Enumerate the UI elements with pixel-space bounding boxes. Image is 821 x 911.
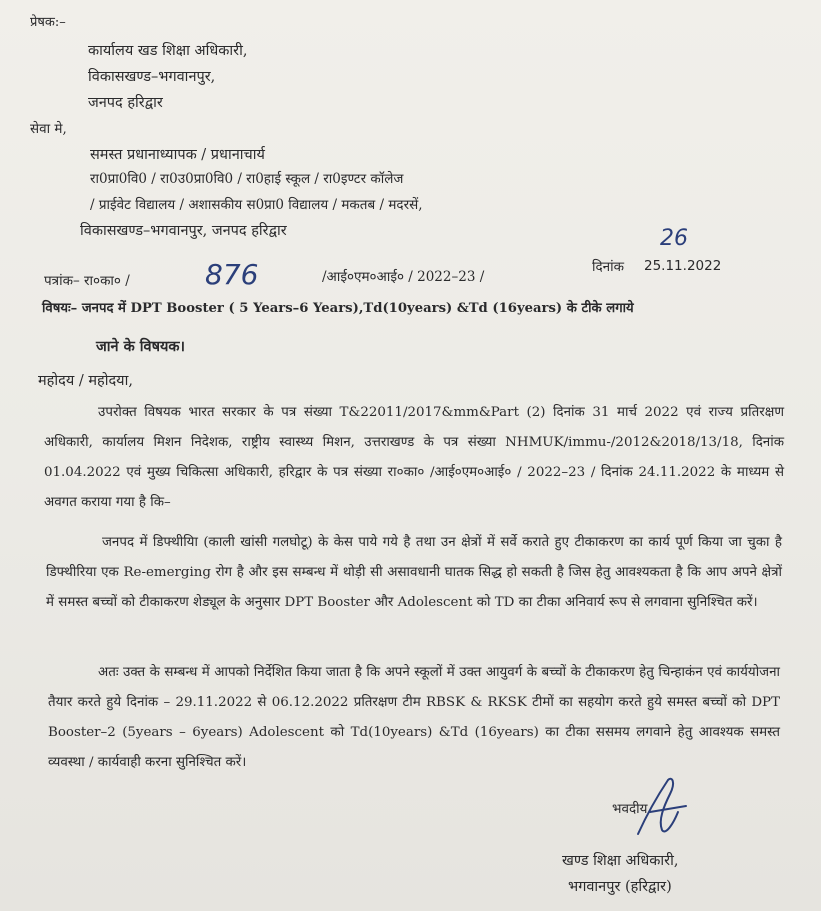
recipient-line-1: समस्त प्रधानाध्यापक / प्रधानाचार्य xyxy=(90,147,265,163)
signatory-location: भगवानपुर (हरिद्वार) xyxy=(568,879,672,895)
ref-suffix: /आई०एम०आई० / 2022–23 / xyxy=(322,269,485,285)
closing: भवदीय xyxy=(612,801,648,817)
recipient-line-4: विकासखण्ड–भगवानपुर, जनपद हरिद्वार xyxy=(80,223,287,239)
ref-prefix: पत्रांक– रा०का० / xyxy=(44,273,130,289)
recipient-line-3: / प्राईवेट विद्यालय / अशासकीय स0प्रा0 विद्यालय / मकतब / मदरसें, xyxy=(90,197,423,213)
date-label: दिनांक xyxy=(592,259,625,275)
ref-number-handwritten: 876 xyxy=(205,258,259,291)
sender-block: विकासखण्ड–भगवानपुर, xyxy=(88,69,216,85)
signatory-title: खण्ड शिक्षा अधिकारी, xyxy=(562,853,679,869)
salutation: महोदय / महोदया, xyxy=(38,373,133,389)
recipient-label: सेवा मे, xyxy=(30,121,67,137)
sender-office: कार्यालय खड शिक्षा अधिकारी, xyxy=(88,43,248,59)
date-handwritten: 26 xyxy=(660,226,688,251)
body-paragraph-2: जनपद में डिफ्थीयिा (काली खांसी गलघोटू) के केस पाये गये है तथा उन क्षेत्रों में सर्वे कराते हुए टीकाकरण का कार्य पूर्ण किया जा चुका है डिफ्थीरिया एक Re-emerging रोग है और इस सम्बन्ध में थोड़ी सी असावधानी घातक सिद्ध हो सकती है जिस हेतु आवश्यकता है कि आप अपने क्षेत्रों में समस्त बच्चों को टीकाकरण शेड्यूल के अनुसार DPT Booster और Adolescent को TD का टीका अनिवार्य रूप से लगवाना सुनिश्चित करें। xyxy=(46,535,782,610)
subject-line-1: विषयः– जनपद में DPT Booster ( 5 Years–6 Years),Td(10years) &Td (16years) के टीके लगाये xyxy=(42,301,634,316)
recipient-line-2: रा0प्रा0वि0 / रा0उ0प्रा0वि0 / रा0हाई स्कूल / रा0इण्टर कॉलेज xyxy=(90,171,404,187)
body-paragraph-3: अतः उक्त के सम्बन्ध में आपको निर्देशित किया जाता है कि अपने स्कूलों में उक्त आयुवर्ग के बच्चों के टीकाकरण हेतु चिन्हाकंन एवं कार्ययोजना तैयार करते हुये दिनांक – 29.11.2022 से 06.12.2022 प्रतिरक्षण टीम RBSK & RKSK टीमों का सहयोग करते हुये समस्त बच्चों को DPT Booster–2 (5years – 6years) Adolescent को Td(10years) &Td (16years) का टीका ससमय लगवाने हेतु आवश्यक समस्त व्यवस्था / कार्यवाही करना सुनिश्चित करें। xyxy=(48,665,780,770)
subject-line-2: जाने के विषयक। xyxy=(96,338,186,355)
sender-district: जनपद हरिद्वार xyxy=(88,95,163,111)
body-paragraph-1: उपरोक्त विषयक भारत सरकार के पत्र संख्या T&22011/2017&mm&Part (2) दिनांक 31 मार्च 2022 एवं राज्य प्रतिरक्षण अधिकारी, कार्यालय मिशन निदेशक, राष्ट्रीय स्वास्थ्य मिशन, उत्तराखण्ड के पत्र संख्या NHMUK/immu-/2012&2018/13/18, दिनांक 01.04.2022 एवं मुख्य चिकित्सा अधिकारी, हरिद्वार के पत्र संख्या रा०का० /आई०एम०आई० / 2022–23 / दिनांक 24.11.2022 के माध्यम से अवगत कराया गया है कि– xyxy=(44,405,784,510)
sender-label: प्रेषक:– xyxy=(30,15,66,30)
date-printed: 25.11.2022 xyxy=(644,258,722,274)
